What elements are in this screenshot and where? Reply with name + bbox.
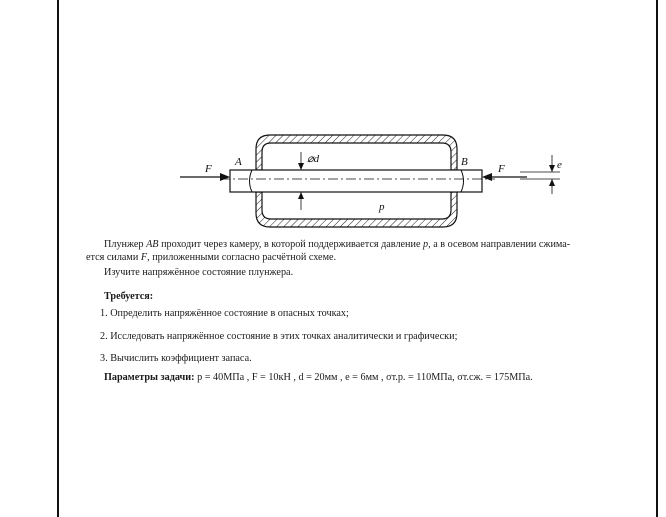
page-border-right <box>656 0 658 517</box>
label-f-right: F <box>498 163 505 175</box>
problem-parameters <box>104 372 533 383</box>
label-b: B <box>461 156 468 168</box>
task-paragraph: Изучите напряжённое состояние плунжера. <box>104 267 294 278</box>
label-p: p <box>379 201 385 213</box>
chamber-wall <box>256 135 457 170</box>
label-e: e <box>557 159 562 171</box>
list-item: 3. Вычислить коэффициент запаса. <box>100 353 252 364</box>
params-values: p = 40МПа , F = 10кН , d = 20мм , e = 6мм , σт.р. = 110МПа, σт.сж. = 175МПа. <box>194 372 533 383</box>
label-f-left: F <box>205 163 212 175</box>
problem-paragraph: Плунжер AB проходит через камеру, в которой поддерживается давление p, а в осевом направлении сжима- ется силами F, приложенными согласно расчётной схеме. <box>86 239 571 263</box>
label-d: ⌀d <box>307 153 320 165</box>
plunger-chamber-diagram <box>175 130 575 240</box>
params-heading: Параметры задачи: <box>104 372 195 383</box>
chamber-wall-bottom <box>256 192 457 227</box>
list-item: 1. Определить напряжённое состояние в опасных точках; <box>100 308 349 319</box>
label-a: A <box>235 156 242 168</box>
plunger-rod <box>230 170 482 192</box>
list-item: 2. Исследовать напряжённое состояние в этих точках аналитически и графически; <box>100 331 458 342</box>
page-border-left <box>57 0 59 517</box>
required-heading: Требуется: <box>104 291 154 302</box>
